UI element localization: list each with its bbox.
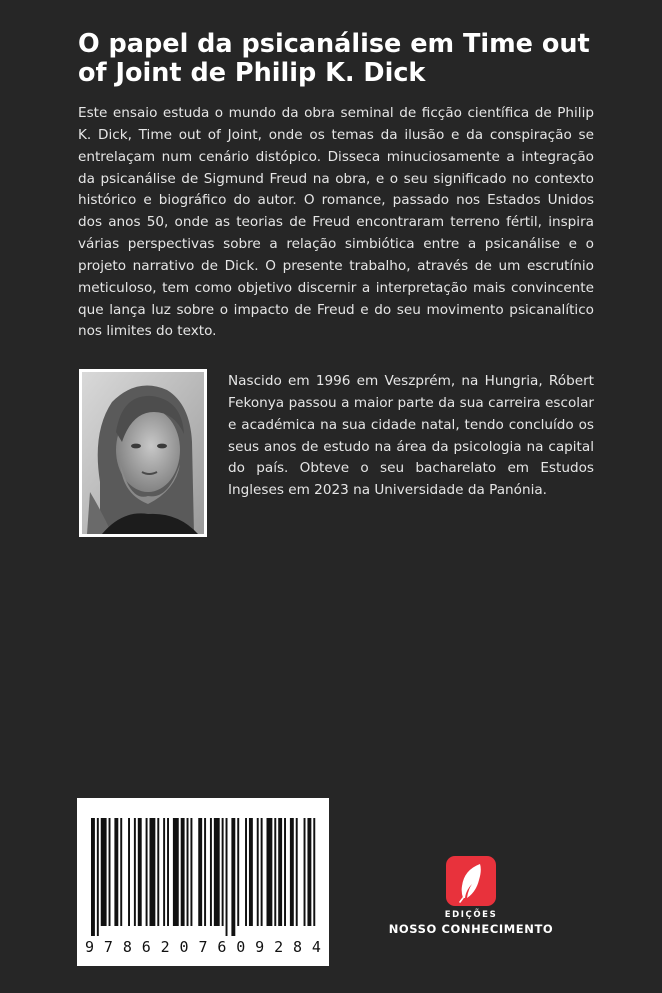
barcode-bars [89, 818, 317, 936]
isbn-barcode [77, 798, 329, 966]
publisher-tagline: EDIÇÕES [444, 910, 498, 920]
barcode-digit: 8 [292, 938, 302, 956]
barcode-digit: 2 [274, 938, 284, 956]
barcode-bar [120, 818, 122, 926]
book-title: O papel da psicanálise em Time out of Joint de Philip K. Dick [78, 29, 590, 88]
barcode-digit: 9 [85, 938, 95, 956]
barcode-bar [257, 818, 259, 926]
barcode-bar [290, 818, 294, 926]
barcode-bar [157, 818, 159, 926]
barcode-bar [237, 818, 239, 926]
author-photo [79, 369, 207, 537]
barcode-bar [146, 818, 148, 926]
feather-icon [446, 856, 496, 906]
publisher-block [380, 856, 562, 936]
barcode-bar [245, 818, 247, 926]
barcode-bar [128, 818, 130, 926]
barcode-bar [226, 818, 228, 936]
publisher-name: NOSSO CONHECIMENTO [388, 922, 554, 936]
barcode-bar [198, 818, 202, 926]
barcode-bar [167, 818, 169, 926]
barcode-bar [134, 818, 136, 926]
barcode-digits [85, 938, 321, 956]
barcode-bar [163, 818, 165, 926]
barcode-digit: 9 [255, 938, 265, 956]
barcode-bar [231, 818, 235, 936]
barcode-bar [261, 818, 263, 926]
barcode-digit: 7 [198, 938, 208, 956]
barcode-digit: 2 [160, 938, 170, 956]
barcode-bar [150, 818, 156, 926]
barcode-bar [222, 818, 224, 926]
barcode-digit: 7 [103, 938, 113, 956]
barcode-bar [91, 818, 95, 936]
barcode-bar [313, 818, 315, 926]
barcode-bar [138, 818, 142, 926]
barcode-bar [190, 818, 192, 926]
barcode-bar [284, 818, 286, 926]
barcode-digit: 0 [179, 938, 189, 956]
barcode-bar [249, 818, 253, 926]
author-bio: Nascido em 1996 em Veszprém, na Hungria, Róbert Fekonya passou a maior parte da sua carreira escolar e académica na sua cidade natal, tendo concluído os seus anos de estudo na área da psicologia na capital do país. Obteve o seu bacharelato em Estudos Ingleses em 2023 na Universidade da Panónia. [228, 373, 594, 499]
barcode-digit: 0 [236, 938, 246, 956]
publisher-logo [446, 856, 496, 906]
barcode-bar [114, 818, 118, 926]
barcode-bar [173, 818, 179, 926]
barcode-bar [307, 818, 311, 926]
barcode-bar [109, 818, 111, 926]
barcode-bar [274, 818, 276, 926]
barcode-bar [97, 818, 99, 936]
barcode-bar [214, 818, 220, 926]
author-portrait-image [82, 372, 204, 534]
barcode-digit: 6 [217, 938, 227, 956]
barcode-bar [296, 818, 298, 926]
barcode-digit: 4 [311, 938, 321, 956]
barcode-digit: 8 [122, 938, 132, 956]
barcode-bar [304, 818, 306, 926]
barcode-bar [267, 818, 273, 926]
barcode-bar [101, 818, 107, 926]
barcode-bar [204, 818, 206, 926]
book-blurb: Este ensaio estuda o mundo da obra seminal de ficção científica de Philip K. Dick, Time out of Joint, onde os temas da ilusão e da conspiração se entrelaçam num cenário distópico. Disseca minuciosamente a integração da psicanálise de Sigmund Freud na obra, e o seu significado no contexto histórico e biográfico do autor. O romance, passado nos Estados Unidos dos anos 50, onde as teorias de Freud encontraram terreno fértil, inspira várias perspectivas sobre a relação simbiótica entre a psicanálise e o projeto narrativo de Dick. O presente trabalho, através de um escrutínio meticuloso, tem como objetivo discernir a interpretação mais convincente que lança luz sobre o impacto de Freud e do seu movimento psicanalítico nos limites do texto. [78, 105, 594, 340]
barcode-bar [210, 818, 212, 926]
barcode-bar [278, 818, 282, 926]
barcode-bar [181, 818, 185, 926]
barcode-bar [187, 818, 189, 926]
barcode-digit: 6 [141, 938, 151, 956]
